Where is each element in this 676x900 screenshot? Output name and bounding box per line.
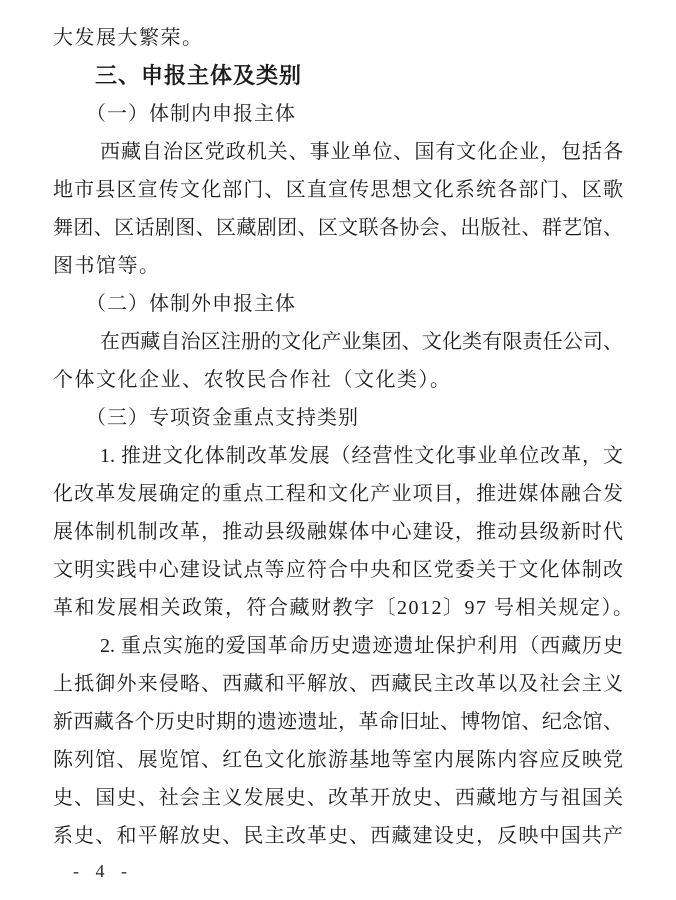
document-line-18: 上抵御外来侵略、西藏和平解放、西藏民主改革以及社会主义 (53, 673, 623, 695)
document-line-13: 化改革发展确定的重点工程和文化产业项目，推进媒体融合发 (53, 483, 623, 505)
document-line-14: 展体制机制改革，推动县级融媒体中心建设，推动县级新时代 (53, 521, 623, 543)
document-line-17: 2. 重点实施的爱国革命历史遗迹遗址保护利用（西藏历史 (100, 635, 623, 657)
document-line-3: （一）体制内申报主体 (86, 103, 296, 125)
document-line-5: 地市县区宣传文化部门、区直宣传思想文化系统各部门、区歌 (53, 179, 623, 201)
document-line-9: 在西藏自治区注册的文化产业集团、文化类有限责任公司、 (100, 331, 623, 353)
document-line-22: 系史、和平解放史、民主改革史、西藏建设史，反映中国共产 (53, 825, 623, 847)
document-line-15: 文明实践中心建设试点等应符合中央和区党委关于文化体制改 (53, 559, 623, 581)
document-line-16: 革和发展相关政策，符合藏财教字〔2012〕97 号相关规定）。 (53, 597, 635, 619)
document-line-1: 大发展大繁荣。 (53, 27, 204, 49)
document-line-2: 三、申报主体及类别 (95, 63, 303, 88)
document-line-8: （二）体制外申报主体 (86, 293, 296, 315)
document-line-4: 西藏自治区党政机关、事业单位、国有文化企业，包括各 (100, 141, 623, 163)
document-line-20: 陈列馆、展览馆、红色文化旅游基地等室内展陈内容应反映党 (53, 749, 623, 771)
document-line-10: 个体文化企业、农牧民合作社（文化类）。 (53, 369, 452, 391)
document-line-19: 新西藏各个历史时期的遗迹遗址，革命旧址、博物馆、纪念馆、 (53, 711, 623, 733)
document-line-11: （三）专项资金重点支持类别 (86, 407, 359, 429)
document-line-21: 史、国史、社会主义发展史、改革开放史、西藏地方与祖国关 (53, 787, 623, 809)
document-line-6: 舞团、区话剧图、区藏剧团、区文联各协会、出版社、群艺馆、 (53, 217, 623, 239)
document-line-12: 1. 推进文化体制改革发展（经营性文化事业单位改革，文 (100, 445, 623, 467)
page-number: - 4 - (73, 861, 133, 881)
document-line-7: 图书馆等。 (53, 255, 161, 277)
